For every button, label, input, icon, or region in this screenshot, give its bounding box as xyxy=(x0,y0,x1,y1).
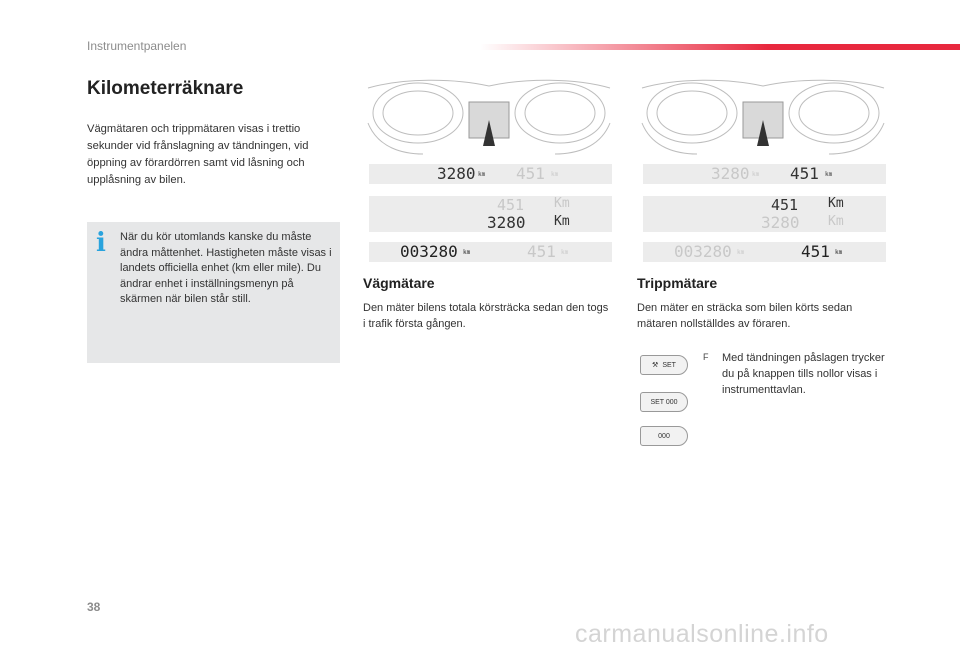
set-button-illustration xyxy=(640,355,688,375)
set-odo-button-illustration xyxy=(640,392,688,412)
page-number: 38 xyxy=(87,600,101,614)
odometer-unit: km xyxy=(463,249,471,256)
odometer-unit: km xyxy=(752,171,760,178)
header-accent-bar xyxy=(480,44,960,50)
set-odo-button-label: SET 000 xyxy=(650,398,678,406)
display-odometer-strip-right xyxy=(643,164,886,184)
odometer-value: 3280 xyxy=(487,213,526,232)
trip-unit: Km xyxy=(554,196,570,211)
display-stacked-left xyxy=(369,196,612,232)
trip-unit: km xyxy=(551,171,559,178)
trip-value: 451 xyxy=(527,242,556,261)
odometer-long-value: 003280 xyxy=(400,242,458,261)
display-odometer-long-right xyxy=(643,242,886,262)
odometer-section-text: Den mäter bilens totala körsträcka sedan den togs i trafik första gången. xyxy=(363,302,609,330)
odo-button-illustration xyxy=(640,426,688,446)
trip-section-text: Den mäter en sträcka som bilen körts sedan mätaren nollställdes av föraren. xyxy=(637,302,853,330)
page-title: Kilometerräknare xyxy=(87,78,244,99)
header-title: Instrumentpanelen xyxy=(87,39,187,53)
odo-button-label: 000 xyxy=(658,432,670,440)
odometer-unit: km xyxy=(737,249,745,256)
trip-unit: km xyxy=(835,249,843,256)
display-odometer-long-left xyxy=(369,242,612,262)
info-icon: i xyxy=(96,228,106,258)
step-bullet-icon: F xyxy=(703,352,709,362)
info-note-text: När du kör utomlands kanske du måste ändra måttenhet. Hastigheten måste visas i landets officiella enhet (km eller mile). Du ändrar enhet i inställningsmenyn på skärmen när bilen står still. xyxy=(120,231,332,305)
odometer-unit: Km xyxy=(828,214,844,229)
instrument-cluster-illustration-right xyxy=(637,78,889,160)
trip-unit: km xyxy=(561,249,569,256)
trip-unit: km xyxy=(825,171,833,178)
display-stacked-right xyxy=(643,196,886,232)
set-button-label: SET xyxy=(662,361,676,369)
odometer-section-title: Vägmätare xyxy=(363,275,435,291)
odometer-long-value: 003280 xyxy=(674,242,732,261)
odometer-value: 3280 xyxy=(437,164,476,183)
step-instruction: Med tändningen påslagen trycker du på knappen tills nollor visas i instrumenttavlan. xyxy=(722,352,885,396)
trip-value: 451 xyxy=(497,196,525,214)
trip-value: 451 xyxy=(801,242,830,261)
trip-unit: Km xyxy=(828,196,844,211)
trip-value: 451 xyxy=(790,164,819,183)
odometer-unit: Km xyxy=(554,214,570,229)
odometer-value: 3280 xyxy=(761,213,800,232)
trip-value: 451 xyxy=(771,196,799,214)
instrument-cluster-illustration-left xyxy=(363,78,615,160)
trip-value: 451 xyxy=(516,164,545,183)
intro-paragraph: Vägmätaren och trippmätaren visas i trettio sekunder vid frånslagning av tändningen, vid öppning av förardörren samt vid låsning och upplåsning av bilen. xyxy=(87,123,309,186)
trip-section-title: Trippmätare xyxy=(637,275,718,291)
odometer-unit: km xyxy=(478,171,486,178)
odometer-value: 3280 xyxy=(711,164,750,183)
watermark: carmanualsonline.info xyxy=(575,620,829,648)
wrench-icon: ⚒ xyxy=(652,362,659,369)
display-odometer-strip-left xyxy=(369,164,612,184)
